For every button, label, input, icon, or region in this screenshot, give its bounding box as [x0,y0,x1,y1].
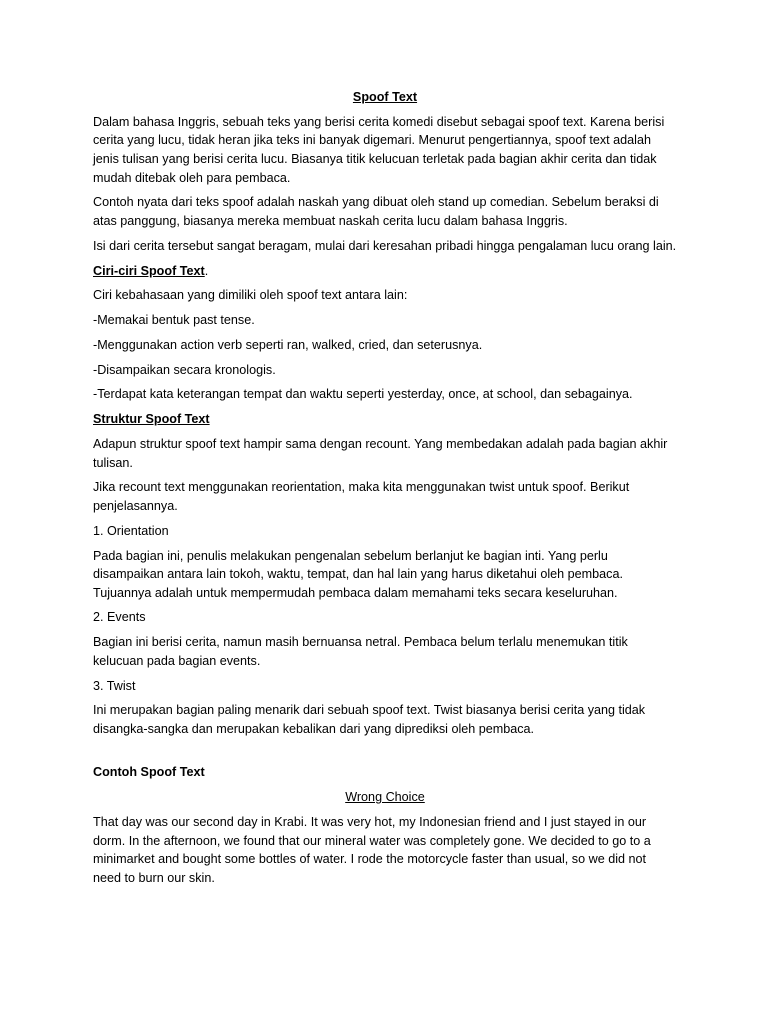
struktur-paragraph: Adapun struktur spoof text hampir sama dengan recount. Yang membedakan adalah pada bagian akhir tulisan. [93,436,668,470]
ciri-heading-line [93,262,677,281]
contoh-heading: Contoh Spoof Text [93,765,205,780]
intro-paragraph: Contoh nyata dari teks spoof adalah naskah yang dibuat oleh stand up comedian. Sebelum beraksi di atas panggung, biasanya mereka membuat naskah cerita lucu dalam bahasa Inggris. [93,195,659,228]
part-label-twist: 3. Twist [93,678,136,693]
part-text-twist: Ini merupakan bagian paling menarik dari sebuah spoof text. Twist biasanya berisi cerita yang tidak disangka-sangka dan merupakan kebalikan dari yang diprediksi oleh pembaca. [93,703,646,736]
document-page [93,88,677,894]
part-text-orientation: Pada bagian ini, penulis melakukan pengenalan sebelum berlanjut ke bagian inti. Yang perlu disampaikan antara lain tokoh, waktu, tempat, dan hal lain yang harus diketahui oleh pembaca. Tujuannya adalah untuk mempermudah pembaca dalam memahami teks secara keseluruhan. [93,548,623,600]
story-title: Wrong Choice [345,790,425,805]
ciri-lead: Ciri kebahasaan yang dimiliki oleh spoof text antara lain: [93,288,408,303]
intro-paragraph: Dalam bahasa Inggris, sebuah teks yang berisi cerita komedi disebut sebagai spoof text. Karena berisi cerita yang lucu, tidak heran jika teks ini banyak digemari. Menurut pengertiannya, spoof text adalah jenis tulisan yang berisi cerita lucu. Biasanya titik kelucuan terletak pada bagian akhir cerita dan tidak mudah ditebak oleh para pembaca. [93,114,665,185]
part-label-events: 2. Events [93,610,146,625]
part-text-events: Bagian ini berisi cerita, namun masih bernuansa netral. Pembaca belum terlalu menemukan titik kelucuan pada bagian events. [93,635,628,668]
struktur-heading: Struktur Spoof Text [93,412,210,427]
ciri-item: -Menggunakan action verb seperti ran, walked, cried, dan seterusnya. [93,337,483,352]
blank-line [93,745,677,764]
story-paragraph: That day was our second day in Krabi. It was very hot, my Indonesian friend and I just stayed in our dorm. In the afternoon, we found that our mineral water was completely gone. We decided to go to a minimarket and bought some bottles of water. I rode the motorcycle faster than usual, so we did not need to burn our skin. [93,814,651,885]
ciri-heading-suffix: . [204,263,209,278]
ciri-item: -Terdapat kata keterangan tempat dan waktu seperti yesterday, once, at school, dan sebagainya. [93,387,633,402]
document-title: Spoof Text [352,90,418,104]
ciri-heading: Ciri-ciri Spoof Text [93,263,205,278]
ciri-item: -Disampaikan secara kronologis. [93,362,276,377]
struktur-paragraph: Jika recount text menggunakan reorientation, maka kita menggunakan twist untuk spoof. Berikut penjelasannya. [93,480,630,513]
intro-paragraph: Isi dari cerita tersebut sangat beragam, mulai dari keresahan pribadi hingga pengalaman lucu orang lain. [93,238,677,253]
ciri-item: -Memakai bentuk past tense. [93,313,255,328]
part-label-orientation: 1. Orientation [93,523,169,538]
